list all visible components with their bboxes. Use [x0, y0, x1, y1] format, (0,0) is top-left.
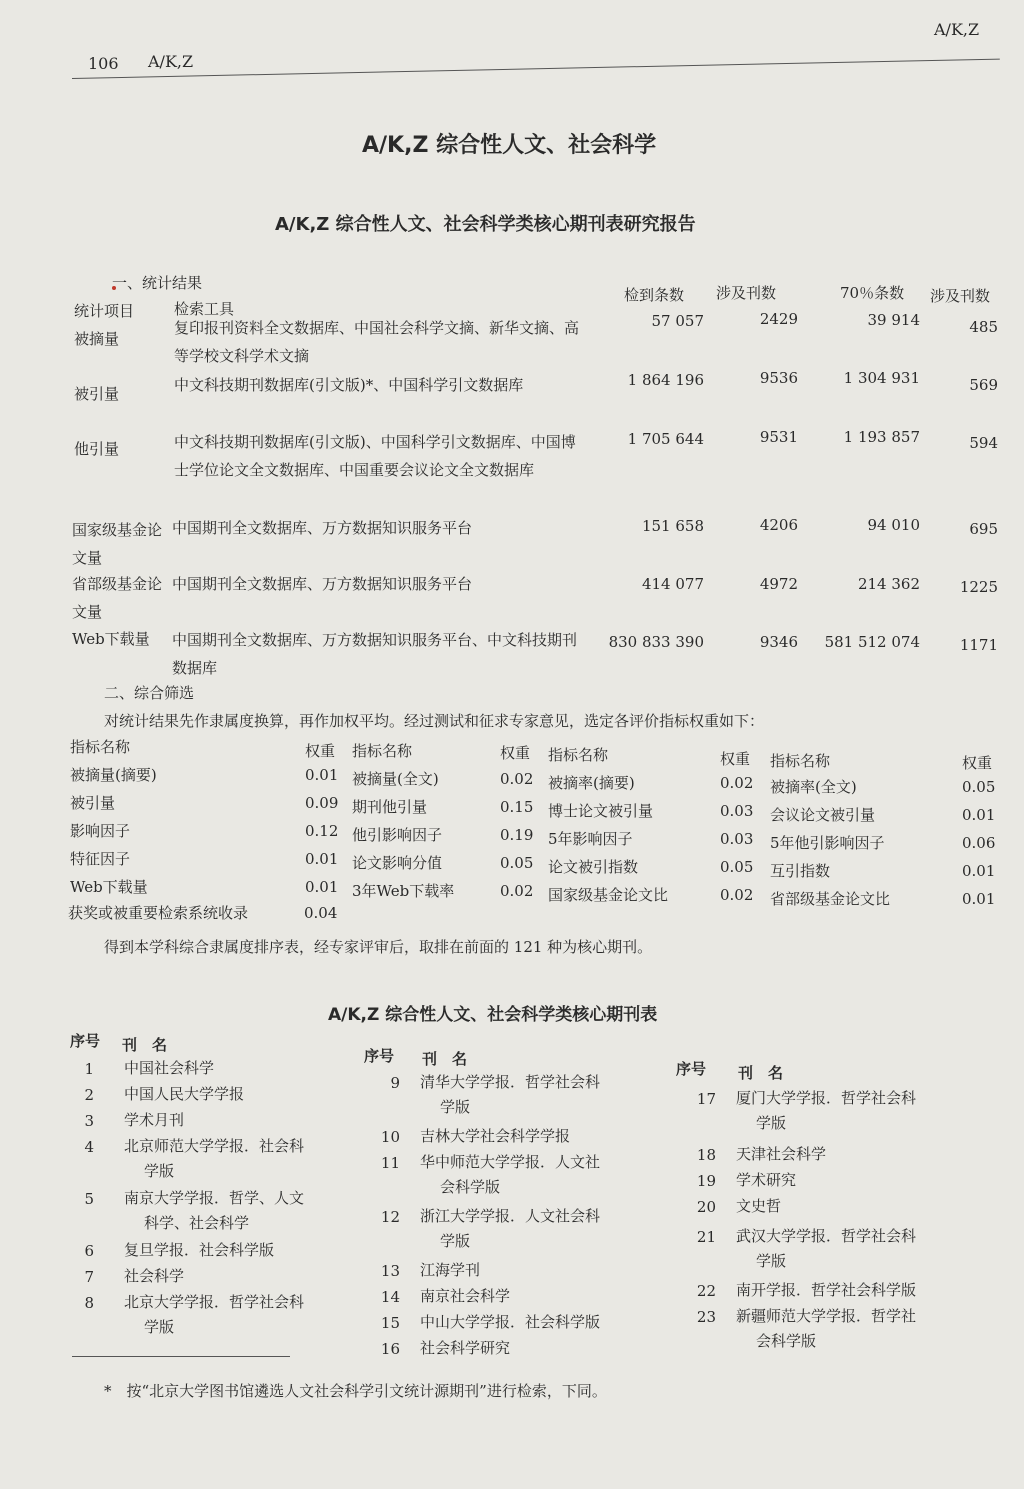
weight-value: 0.02: [500, 882, 534, 900]
journal-name: [420, 1124, 650, 1149]
journal-name-line1: 浙江大学学报．人文社会科: [420, 1207, 601, 1225]
row-journals2: 569: [969, 376, 998, 394]
weight-value: 0.03: [720, 802, 754, 820]
journal-name-line1: 清华大学学报．哲学社会科: [420, 1073, 601, 1091]
journal-name: [124, 1186, 354, 1236]
journal-number: 10: [380, 1128, 400, 1146]
journal-name-line2: 学版: [756, 1252, 787, 1270]
weight-indicator-name: 被摘量(全文): [352, 770, 439, 788]
row-tool: 中文科技期刊数据库(引文版)、中国科学引文数据库、中国博士学位论文全文数据库、中国重要会议论文全文数据库: [174, 433, 576, 479]
weight-value: 0.01: [962, 806, 996, 824]
journal-number: 1: [84, 1060, 94, 1078]
weight-value: 0.05: [500, 854, 534, 872]
row-item: Web下载量: [72, 630, 150, 648]
row-journals: 9346: [759, 633, 798, 651]
row-tool: 中国期刊全文数据库、万方数据知识服务平台: [172, 519, 473, 537]
footnote-rule: [72, 1356, 290, 1357]
journal-number: 23: [696, 1308, 716, 1326]
journal-name: [420, 1204, 650, 1254]
journal-name: [124, 1134, 354, 1184]
weight-value: 0.03: [720, 830, 754, 848]
weight-indicator-name: 国家级基金论文比: [548, 886, 669, 904]
col-no-header: 序号: [676, 1060, 707, 1078]
journal-name-line1: 南开学报．哲学社会科学版: [736, 1281, 917, 1299]
row-journals2: 485: [969, 318, 998, 336]
weight-indicator-name: 省部级基金论文比: [770, 890, 891, 908]
row-journals: 9531: [759, 428, 798, 446]
col-name-header: 刊 名: [122, 1036, 168, 1054]
weight-indicator-name: 他引影响因子: [352, 826, 443, 844]
row-journals: 2429: [759, 310, 798, 328]
weights-col-weight: 权重: [962, 754, 993, 772]
row-p70: 214 362: [857, 575, 920, 593]
journal-name: [736, 1168, 966, 1193]
journal-name-line2: 会科学版: [756, 1332, 817, 1350]
weight-value: 0.01: [305, 878, 339, 896]
weight-indicator-name: 5年影响因子: [548, 830, 633, 848]
row-journals2: 1171: [959, 636, 998, 654]
journal-name-line1: 中国人民大学学报: [124, 1085, 245, 1103]
journal-name-line1: 南京社会科学: [420, 1287, 511, 1305]
journal-name: [736, 1224, 966, 1274]
weight-indicator-name: 会议论文被引量: [770, 806, 876, 824]
journal-number: 2: [84, 1086, 94, 1104]
row-journals: 9536: [759, 369, 798, 387]
row-journals2: 594: [969, 434, 998, 452]
weights-col-weight: 权重: [720, 750, 751, 768]
weight-value: 0.02: [500, 770, 534, 788]
journal-number: 22: [696, 1282, 716, 1300]
journal-name: [420, 1336, 650, 1361]
journal-name-line1: 北京师范大学学报．社会科: [124, 1137, 305, 1155]
col-item-header: 统计项目: [74, 302, 135, 320]
journal-name-line1: 华中师范大学学报．人文社: [420, 1153, 601, 1171]
journal-number: 9: [390, 1074, 400, 1092]
journal-name-line2: 科学、社会科学: [144, 1214, 250, 1232]
row-p70: 581 512 074: [824, 633, 920, 651]
section2-intro: 对统计结果先作隶属度换算，再作加权平均。经过测试和征求专家意见，选定各评价指标权重如下：: [104, 712, 765, 730]
journal-number: 20: [696, 1198, 716, 1216]
journal-number: 14: [380, 1288, 400, 1306]
weights-col-weight: 权重: [305, 742, 336, 760]
page-number: 106: [88, 54, 119, 73]
journal-number: 15: [380, 1314, 400, 1332]
journal-name: [420, 1284, 650, 1309]
journal-name: [736, 1194, 966, 1219]
row-hits: 830 833 390: [608, 633, 704, 651]
weights-last-item: 获奖或被重要检索系统收录: [68, 904, 249, 922]
journal-name: [736, 1142, 966, 1167]
journal-name-line1: 学术月刊: [124, 1111, 185, 1129]
weight-value: 0.01: [305, 850, 339, 868]
col-name-header: 刊 名: [738, 1064, 784, 1082]
weight-indicator-name: 论文被引指数: [548, 858, 639, 876]
header-rule: [72, 59, 1000, 79]
row-p70: 39 914: [867, 311, 920, 329]
journal-name: [124, 1108, 354, 1133]
weights-col-name: 指标名称: [352, 742, 413, 760]
section1-heading: 一、统计结果: [112, 274, 203, 292]
journal-name: [736, 1304, 966, 1354]
row-hits: 151 658: [641, 517, 704, 535]
journal-name: [420, 1150, 650, 1200]
journal-name-line1: 社会科学研究: [420, 1339, 511, 1357]
journal-number: 6: [84, 1242, 94, 1260]
journal-name-line2: 学版: [144, 1318, 175, 1336]
col-no-header: 序号: [364, 1047, 395, 1065]
journal-name: [124, 1056, 354, 1081]
weight-indicator-name: 影响因子: [70, 822, 131, 840]
row-p70: 1 304 931: [843, 369, 920, 387]
journal-number: 17: [696, 1090, 716, 1108]
weight-indicator-name: 被引量: [70, 794, 116, 812]
journal-name: [420, 1310, 650, 1335]
journal-number: 8: [84, 1294, 94, 1312]
journal-number: 3: [84, 1112, 94, 1130]
journal-number: 4: [84, 1138, 94, 1156]
weight-indicator-name: 期刊他引量: [352, 798, 428, 816]
weight-indicator-name: 被摘率(全文): [770, 778, 857, 796]
weight-indicator-name: 博士论文被引量: [548, 802, 654, 820]
col-hits-header: 检到条数: [624, 286, 685, 304]
weight-indicator-name: 论文影响分值: [352, 854, 443, 872]
running-head: A/K,Z: [934, 20, 980, 39]
journal-number: 5: [84, 1190, 94, 1208]
journal-name-line1: 文史哲: [736, 1197, 782, 1215]
weight-value: 0.02: [720, 886, 754, 904]
journal-name: [124, 1264, 354, 1289]
weights-col-name: 指标名称: [548, 746, 609, 764]
row-hits: 1 864 196: [627, 371, 704, 389]
weight-value: 0.01: [305, 766, 339, 784]
row-item: 他引量: [74, 440, 120, 458]
journal-name-line1: 新疆师范大学学报．哲学社: [736, 1307, 917, 1325]
journal-number: 13: [380, 1262, 400, 1280]
journal-name-line1: 社会科学: [124, 1267, 185, 1285]
row-item: 被摘量: [74, 330, 120, 348]
col-journals-header: 涉及刊数: [716, 284, 777, 302]
row-journals: 4972: [759, 575, 798, 593]
weight-value: 0.19: [500, 826, 534, 844]
weight-indicator-name: Web下载量: [70, 878, 148, 896]
journal-name-line2: 会科学版: [440, 1178, 501, 1196]
section2-conclusion: 得到本学科综合隶属度排序表，经专家评审后，取排在前面的 121 种为核心期刊。: [104, 938, 653, 956]
row-p70: 94 010: [867, 516, 920, 534]
row-hits: 1 705 644: [627, 430, 704, 448]
weight-indicator-name: 5年他引影响因子: [770, 834, 885, 852]
weights-col-weight: 权重: [500, 744, 531, 762]
journal-name-line1: 厦门大学学报．哲学社会科: [736, 1089, 917, 1107]
col-tool-header: 检索工具: [174, 300, 235, 318]
col-70-header: 70％条数: [840, 284, 905, 302]
row-tool: 复印报刊资料全文数据库、中国社会科学文摘、新华文摘、高等学校文科学术文摘: [174, 319, 580, 365]
journal-name-line2: 学版: [440, 1098, 471, 1116]
section-code: A/K,Z: [148, 52, 194, 71]
row-hits: 57 057: [651, 312, 704, 330]
col-no-header: 序号: [70, 1032, 101, 1050]
report-title: A/K,Z 综合性人文、社会科学类核心期刊表研究报告: [275, 214, 696, 235]
row-p70: 1 193 857: [843, 428, 920, 446]
weight-value: 0.12: [305, 822, 339, 840]
col-journals2-header: 涉及刊数: [930, 287, 991, 305]
weight-value: 0.09: [305, 794, 339, 812]
row-journals2: 1225: [959, 578, 998, 596]
row-item: 国家级基金论文量: [72, 521, 163, 567]
weight-indicator-name: 被摘量(摘要): [70, 766, 157, 784]
journal-name-line2: 学版: [144, 1162, 175, 1180]
row-journals: 4206: [759, 516, 798, 534]
journal-name-line2: 学版: [440, 1232, 471, 1250]
journal-name: [124, 1290, 354, 1340]
row-journals2: 695: [969, 520, 998, 538]
weight-value: 0.05: [720, 858, 754, 876]
weights-last-weight: 0.04: [304, 904, 338, 922]
journal-number: 12: [380, 1208, 400, 1226]
journal-name-line1: 学术研究: [736, 1171, 797, 1189]
journal-name: [124, 1238, 354, 1263]
journal-name-line1: 复旦学报．社会科学版: [124, 1241, 275, 1259]
weight-value: 0.05: [962, 778, 996, 796]
row-item: 省部级基金论文量: [72, 575, 163, 621]
journal-name-line1: 武汉大学学报．哲学社会科: [736, 1227, 917, 1245]
journal-number: 7: [84, 1268, 94, 1286]
weight-indicator-name: 3年Web下载率: [352, 882, 455, 900]
journal-name-line1: 江海学刊: [420, 1261, 481, 1279]
row-tool: 中文科技期刊数据库(引文版)*、中国科学引文数据库: [174, 376, 524, 394]
footnote: * 按“北京大学图书馆遴选人文社会科学引文统计源期刊”进行检索，下同。: [104, 1382, 607, 1400]
row-tool: 中国期刊全文数据库、万方数据知识服务平台: [172, 575, 473, 593]
weight-value: 0.01: [962, 890, 996, 908]
weight-indicator-name: 特征因子: [70, 850, 131, 868]
weight-indicator-name: 互引指数: [770, 862, 831, 880]
journal-number: 18: [696, 1146, 716, 1164]
weight-indicator-name: 被摘率(摘要): [548, 774, 635, 792]
journal-name: [736, 1278, 966, 1303]
journal-name-line1: 北京大学学报．哲学社会科: [124, 1293, 305, 1311]
row-tool: 中国期刊全文数据库、万方数据知识服务平台、中文科技期刊数据库: [172, 631, 578, 677]
journal-name-line1: 南京大学学报．哲学、人文: [124, 1189, 305, 1207]
journal-name-line1: 中山大学学报．社会科学版: [420, 1313, 601, 1331]
journal-name: [124, 1082, 354, 1107]
weights-col-name: 指标名称: [770, 752, 831, 770]
journal-number: 11: [380, 1154, 400, 1172]
journal-name-line1: 吉林大学社会科学学报: [420, 1127, 571, 1145]
weight-value: 0.02: [720, 774, 754, 792]
main-title: A/K,Z 综合性人文、社会科学: [362, 133, 657, 158]
journal-name-line1: 中国社会科学: [124, 1059, 215, 1077]
weight-value: 0.06: [962, 834, 996, 852]
row-hits: 414 077: [641, 575, 704, 593]
journal-number: 19: [696, 1172, 716, 1190]
journal-number: 16: [380, 1340, 400, 1358]
weights-col-name: 指标名称: [70, 738, 131, 756]
journal-name: [420, 1070, 650, 1120]
col-name-header: 刊 名: [422, 1050, 468, 1068]
journal-name: [736, 1086, 966, 1136]
journal-name-line1: 天津社会科学: [736, 1145, 827, 1163]
journal-number: 21: [696, 1228, 716, 1246]
weight-value: 0.01: [962, 862, 996, 880]
journal-table-title: A/K,Z 综合性人文、社会科学类核心期刊表: [328, 1005, 658, 1025]
journal-name: [420, 1258, 650, 1283]
section2-heading: 二、综合筛选: [104, 684, 195, 702]
weight-value: 0.15: [500, 798, 534, 816]
row-item: 被引量: [74, 385, 120, 403]
journal-name-line2: 学版: [756, 1114, 787, 1132]
